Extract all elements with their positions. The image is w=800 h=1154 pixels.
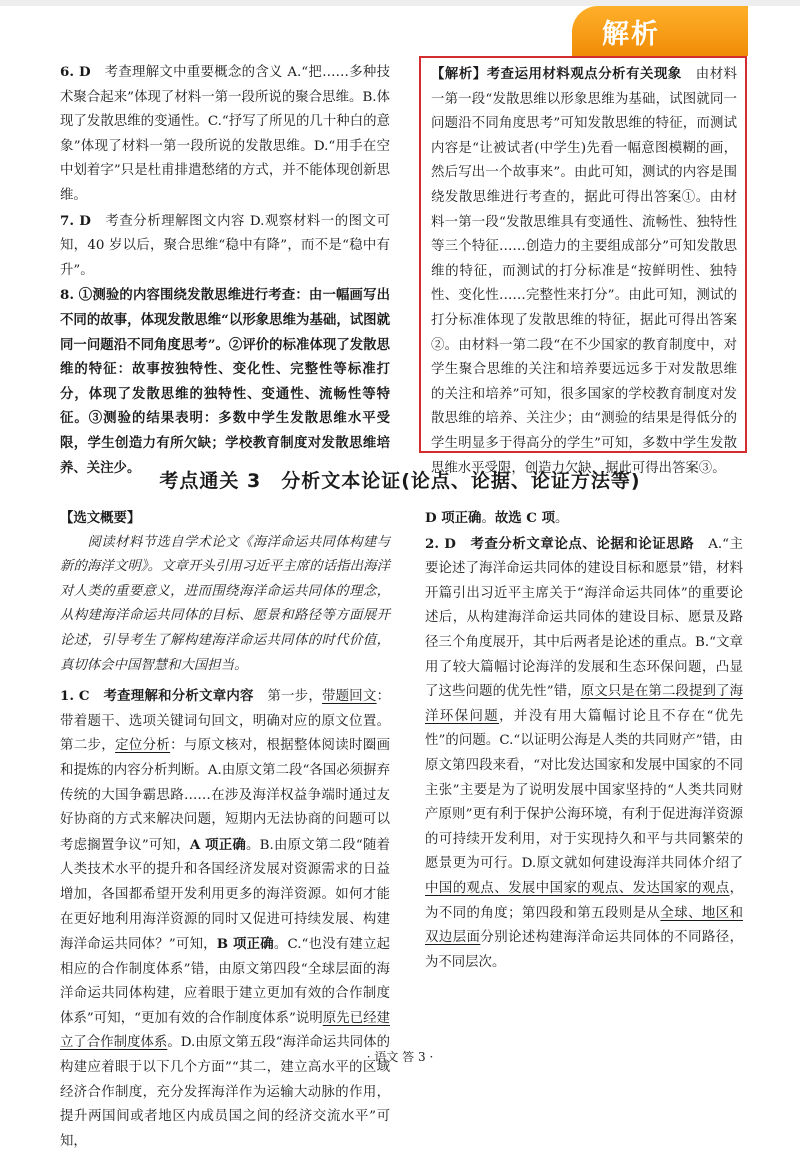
- summary-text: 阅读材料节选自学术论文《海洋命运共同体构建与新的海洋文明》。文章开头引用习近平主席的话指出海洋对人类的重要意义，进而围绕海洋命运共同体的理念，从构建海洋命运共同体的目标、愿景和路径等方面展开论述，引导考生了解构建海洋命运共同体的时代价值，真切体会中国智慧和大国担当。: [60, 534, 390, 673]
- analysis-box: [419, 56, 747, 476]
- answer-2: 2. D 考查分析文章论点、论据和论证思路 A.“主要论述了海洋命运共同体的建设目标和愿景”错，材料开篇引出习近平主席关于“海洋命运共同体”的重要论述后，从构建海洋命运共同体的建设目标、愿景及路径三个角度展开，其中后两者是论述的重点。B.“文章用了较大篇幅讨论海洋的发展和生态环保问题，凸显了这些问题的优先性”错，原文只是在第二段提到了海洋环保问题，并没有用大篇幅讨论且不存在“优先性”的问题。C.“以证明公海是人类的共同财产”错，由原文第四段来看，“对比发达国家和发展中国家的不同主张”主要是为了说明发展中国家坚持的“人类共同财产原则”更有利于保护公海环境，有利于促进海洋资源的可持续开发利用，对于实现持久和平与共同繁荣的愿景更为可行。D.原文就如何建设海洋共同体介绍了中国的观点、发展中国家的观点、发达国家的观点，为不同的角度；第四段和第五段则是从全球、地区和双边层面分别论述构建海洋命运共同体的不同路径，为不同层次。: [425, 535, 744, 970]
- answer-6-num: 6. D: [60, 64, 91, 80]
- answer-8: [60, 283, 390, 480]
- answer-8-text: ①测验的内容围绕发散思维进行考查：由一幅画写出不同的故事，体现发散思维“以形象思维为基础，试图就同一问题沿不同角度思考”。②评价的标准体现了发散思维的特征：故事按独特性、变化性、完整性等标准打分，体现了发散思维的独特性、变通性、流畅性等特征。③测验的结果表明：多数中学生发散思维水平受限，学生创造力有所欠缺；学校教育制度对发散思维培养、关注少。: [60, 287, 390, 476]
- underline-6: 全球、地区和双边层面: [425, 905, 744, 946]
- answer-6: [60, 60, 390, 209]
- answer-1-head: 考查理解和分析文章内容: [103, 688, 254, 705]
- answers-6-8: [60, 60, 390, 480]
- bold-choose-c: 故选 C 项: [494, 510, 555, 526]
- analysis-label: 【解析】: [431, 66, 487, 82]
- section-title: 考点通关 3 分析文本论证(论点、论据、论证方法等): [159, 470, 641, 492]
- answer-1: 1. C 考查理解和分析文章内容 第一步，带题回文：带着题干、选项关键词句回文，明确对应的原文位置。第二步，定位分析：与原文核对，根据整体阅读时圈画和提炼的内容分析判断。A.由原文第二段“各国必须摒弃传统的大国争霸思路……在涉及海洋权益争端时通过友好协商的方式来解决问题，短期内无法协商的问题可以考虑搁置争议”可知，A 项正确。B.由原文第二段“随着人类技术水平的提升和各国经济发展对资源需求的日益增加，各国都希望开发利用更多的海洋资源。如何才能在更好地利用海洋资源的同时又促进可持续发展、构建海洋命运共同体？”可知，B 项正确。C.“也没有建立起相应的合作制度体系”错，由原文第四段“全球层面的海洋命运共同体构建，应着眼于建立更加有效的合作制度体系”可知，“更加有效的合作制度体系”说明原先已经建立了合作制度体系。D.由原文第五段“海洋命运共同体的构建应着眼于以下几个方面”“其二，建立高水平的区域经济合作制度，充分发挥海洋作为运输大动脉的作用，提升两国间或者地区内成员国之间的经济交流水平”可知，: [60, 688, 391, 1149]
- answer-7-num: 7. D: [60, 212, 91, 229]
- analysis-badge: [572, 6, 748, 56]
- summary-label: 【选文概要】: [60, 510, 141, 526]
- badge-label: 解析: [602, 18, 660, 50]
- bold-d-correct: D 项正确: [425, 510, 482, 526]
- underline-1: 带题回文: [322, 689, 377, 705]
- page-footer: · 语文 答 3 ·: [366, 1050, 434, 1064]
- answer-2-num: 2. D: [425, 535, 456, 552]
- underline-4: 原文只是在第二段提到了海洋环保问题: [425, 684, 743, 724]
- answer-1-num: 1. C: [60, 688, 90, 705]
- answer-7-text: 考查分析理解图文内容 D.观察材料一的图文可知，40 岁以后，聚合思维“稳中有降”，而不是“稳中有升”。: [60, 213, 390, 278]
- underline-5: 中国的观点、发展中国家的观点、发达国家的观点: [425, 880, 730, 896]
- bold-a-correct: A 项正确: [189, 836, 247, 853]
- answer-2-head: 考查分析文章论点、论据和论证思路: [470, 535, 695, 552]
- answer-6-text: 考查理解文中重要概念的含义 A.“把……多种技术聚合起来”体现了材料一第一段所说的聚合思维。B.体现了发散思维的变通性。C.“抒写了所见的几十种白的意象”体现了材料一第一段所说的发散思维。D.“用手在空中划着字”只是杜甫排遣愁绪的方式，并不能体现创新思维。: [60, 65, 391, 203]
- analysis-text: 由材料一第一段“发散思维以形象思维为基础，试图就同一问题沿不同角度思考”可知发散思维的特征，而测试内容是“让被试者(中学生)先看一幅意图模糊的画，然后写出一个故事来”。由此可知，测试的内容是围绕发散思维进行考查的，据此可得出答案①。由材料一第一段“发散思维具有变通性、流畅性、独特性等三个特征……创造力的主要组成部分”可知发散思维的特征，而测试的打分标准是“按鲜明性、独特性、变化性……完整性来打分”。由此可知，测试的打分标准体现了发散思维的特征，据此可得出答案②。由材料一第二段“在不少国家的教育制度中，对学生聚合思维的关注和培养要远远多于对发散思维的关注和培养”可知，很多国家的学校教育制度对发散思维的培养、关注少；由“测验的结果是得低分的学生明显多于得高分的学生”可知，多数中学生发散思维水平受限，创造力欠缺，据此可得出答案③。: [431, 67, 738, 476]
- q1-cont-and-q2: [425, 506, 743, 975]
- underline-2: 定位分析: [115, 738, 171, 754]
- answer-7: [60, 209, 390, 284]
- answer-8-num: 8.: [60, 287, 79, 304]
- underline-3: 原先已经建立了合作制度体系: [60, 1010, 391, 1051]
- bold-b-correct: B 项正确: [216, 936, 274, 953]
- analysis-head: 考查运用材料观点分析有关现象: [486, 66, 682, 82]
- answer-1-continued: D 项正确。故选 C 项。: [425, 510, 569, 526]
